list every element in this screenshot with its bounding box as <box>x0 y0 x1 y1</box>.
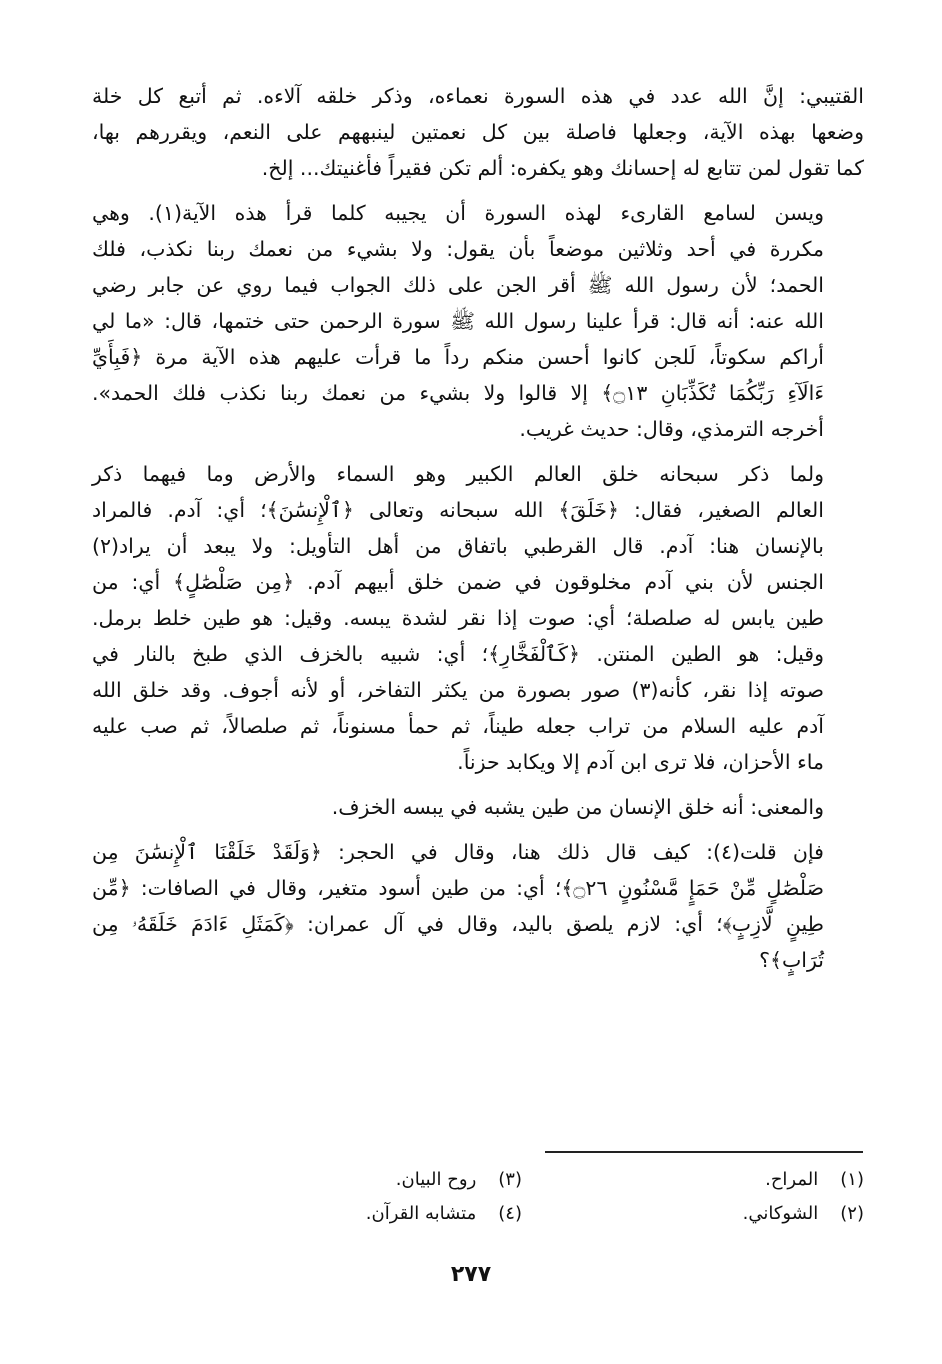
footnote-text: متشابه القرآن. <box>365 1203 477 1224</box>
footnote-item <box>522 1197 864 1231</box>
text-line: فإن قلت(٤): كيف قال ذلك هنا، وقال في الحجر: ﴿وَلَقَدْ خَلَقْنَا ٱلْإِنسَٰنَ مِن <box>92 840 824 864</box>
paragraph-question <box>92 834 864 978</box>
footnote-row <box>180 1163 864 1197</box>
text-line: الجنس لأن بني آدم مخلوقون في ضمن خلق أبيهم آدم. ﴿مِن صَلْصَٰلٍ﴾ أي: من <box>92 570 824 594</box>
text-line: مكررة في أحد وثلاثين موضعاً بأن يقول: ولا بشيء من نعمك ربنا نكذب، فلك <box>92 237 824 261</box>
footnote-item <box>180 1197 522 1231</box>
text-line: طِينٍ لَّازِبٍ﴾؛ أي: لازم يلصق باليد، وقال في آل عمران: ﴿كَمَثَلِ ءَادَمَ خَلَقَهُۥ مِن <box>92 912 824 936</box>
text-line: ويسن لسامع القارىء لهذه السورة أن يجيبه كلما قرأ هذه الآية(١). وهي <box>92 201 825 225</box>
footnote-number: (١) <box>840 1169 864 1190</box>
text-line: طين يابس له صلصلة؛ أي: صوت إذا نقر لشدة يبسه. وقيل: هو طين خلط برمل. <box>92 606 824 630</box>
footnote-text: المراح. <box>765 1169 819 1190</box>
footnote-row <box>180 1197 864 1231</box>
text-line: ولما ذكر سبحانه خلق العالم الكبير وهو السماء والأرض وما فيهما ذكر <box>92 462 824 486</box>
text-line: صوته إذا نقر، كأنه(٣) صور بصورة من يكثر التفاخر، أو لأنه أجوف. وقد خلق الله <box>92 678 824 702</box>
text-line: صَلْصَٰلٍ مِّنْ حَمَإٍ مَّسْنُونٍ ۝٢٦﴾؛ أي: من طين أسود متغير، وقال في الصافات: ﴿مِّن <box>92 876 824 900</box>
page-number: ٢٧٧ <box>450 1262 492 1287</box>
text-line: وضعها بهذه الآية، وجعلها فاصلة بين كل نعمتين لينبههم على النعم، ويقررهم بها، <box>92 120 864 144</box>
main-text <box>92 78 864 987</box>
text-line: بالإنسان هنا: آدم. قال القرطبي باتفاق من أهل التأويل: ولا يبعد أن يراد(٢) <box>92 534 824 558</box>
text-line: تُرَابٍ﴾؟ <box>759 948 824 972</box>
footnote-item <box>180 1163 522 1197</box>
footnotes <box>180 1163 864 1231</box>
text-line: أخرجه الترمذي، وقال: حديث غريب. <box>519 417 824 441</box>
text-line: والمعنى: أنه خلق الإنسان من طين يشبه في يبسه الخزف. <box>331 795 824 819</box>
text-line: أراكم سكوتاً، لَلجن كانوا أحسن منكم رداً ما قرأت عليهم هذه الآية مرة ﴿فَبِأَيِّ <box>92 345 824 369</box>
text-line: القتيبي: إنَّ الله عدد في هذه السورة نعماءه، وذكر خلقه آلاءه. ثم أتبع كل خلة <box>92 84 864 108</box>
footnote-divider <box>545 1151 863 1153</box>
paragraph-qutaybi <box>92 78 864 186</box>
paragraph-meaning <box>92 789 864 825</box>
footnote-text: الشوكاني. <box>742 1203 819 1224</box>
text-line: ماء الأحزان، فلا ترى ابن آدم إلا ويكابد حزناً. <box>457 750 824 774</box>
footnote-number: (٢) <box>840 1203 864 1224</box>
text-line: العالم الصغير، فقال: ﴿خَلَقَ﴾ الله سبحانه وتعالى ﴿ٱلْإِنسَٰنَ﴾؛ أي: آدم. فالمراد <box>92 498 824 522</box>
footnote-number: (٣) <box>498 1169 522 1190</box>
footnote-item <box>522 1163 864 1197</box>
text-line: ءَالَآءِ رَبِّكُمَا تُكَذِّبَانِ ۝١٣﴾ إلا قالوا ولا بشيء من نعمك ربنا نكذب فلك الحمد». <box>92 381 824 405</box>
text-line: الحمد؛ لأن رسول الله ﷺ أقر الجن على ذلك الجواب فيما روي عن جابر رضي <box>92 273 824 297</box>
text-line: كما تقول لمن تتابع له إحسانك وهو يكفره: ألم تكن فقيراً فأغنيتك... إلخ. <box>261 156 864 180</box>
paragraph-creation <box>92 456 864 780</box>
paragraph-response <box>92 195 864 447</box>
footnote-text: روح البيان. <box>395 1169 477 1190</box>
footnote-number: (٤) <box>498 1203 522 1224</box>
text-line: الله عنه: أنه قال: قرأ علينا رسول الله ﷺ سورة الرحمن حتى ختمها، قال: «ما لي <box>92 309 824 333</box>
text-line: آدم عليه السلام من تراب جعله طيناً، ثم حمأ مسنوناً، ثم صلصالاً، ثم صب عليه <box>92 714 824 738</box>
text-line: وقيل: هو الطين المنتن. ﴿كَٱلْفَخَّارِ﴾؛ أي: شبيه بالخزف الذي طبخ بالنار في <box>92 642 824 666</box>
